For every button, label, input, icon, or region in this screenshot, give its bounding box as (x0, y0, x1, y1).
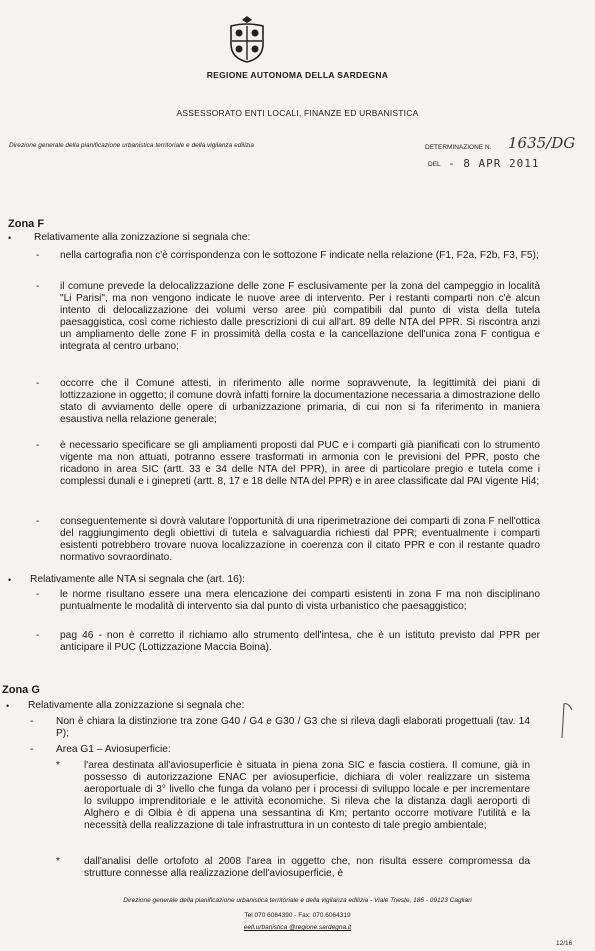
dash-icon: - (36, 281, 40, 292)
list-item: le norme risultano essere una mera elencazione dei comparti esistenti in zona F ma non disciplinano puntualmente le modalità di intervento sia dal punto di vista urbanistico che paesaggistico; (60, 589, 540, 612)
list-item: Area G1 – Aviosuperficie: (56, 744, 171, 755)
dash-icon: - (36, 516, 40, 527)
list-item: è necessario specificare se gli ampliamenti proposti dal PUC e i comparti già pianificati con lo strumento vigente ma non attuati, potranno essere trasformati in armonia con le previsioni del PPR, posto che ricadono in area SIC (artt. 33 e 34 delle NTA del PPR), in aree di particolare pregio e tutela come i complessi dunali e i ginepreti (artt. 8, 17 e 18 delle NTA del PPR) e in aree classificate dal PAI vigente Hi4; (60, 440, 540, 487)
determinazione-label: DETERMINAZIONE N. (425, 144, 492, 151)
list-item: Non è chiara la distinzione tra zone G40 / G4 e G30 / G3 che si rileva dagli elaborati progettuali (tav. 14 P); (56, 716, 530, 739)
margin-pen-mark (556, 700, 576, 740)
zona-g-heading: Zona G (2, 684, 40, 696)
zona-f-nta-intro: Relativamente alle NTA si segnala che (art. 16): (30, 574, 245, 585)
determinazione-number: 1635/DG (508, 134, 576, 152)
footer-phone: Tel 070 6064390 - Fax: 070.6064319 (244, 912, 351, 919)
dash-icon: - (36, 630, 40, 641)
bullet-icon: • (8, 575, 12, 585)
dash-icon: - (30, 744, 34, 755)
list-item: il comune prevede la delocalizzazione delle zone F esclusivamente per la zona del campeggio in località "Li Parisi", ma non vengono indicate le nuove aree di intervento. Per i restanti comparti non c'è alcun intento di delocalizzazione dei volumi verso aree più compatibili dal punto di vista della tutela paesaggistica, così come richiesto dalle prescrizioni di cui all'art. 89 delle NTA del PPR. Si riscontra anzi un ampliamento delle zone F in prossimità della costa e la cancellazione dell'unica zona F contigua e integrata al centro urbano; (60, 281, 540, 352)
bullet-icon: • (6, 701, 10, 711)
list-item: pag 46 - non è corretto il richiamo allo strumento dell'intesa, che è un istituto previsto dal PPR per anticipare il PUC (Lottizzazione Maccia Boina). (60, 630, 540, 653)
list-item: occorre che il Comune attesti, in riferimento alle norme sopravvenute, la legittimità dei piani di lottizzazione in oggetto; il comune dovrà infatti fornire la documentazione necessaria a dimostrazione dello stato di avviamento delle opere di urbanizzazione primaria, di cui non si fa riferimento in maniera esaustiva nella relazione generale; (60, 378, 540, 425)
direzione-label: Direzione generale della pianificazione urbanistica territoriale e della vigilanza edilizia (9, 142, 254, 149)
page-number: 12/16 (556, 940, 573, 947)
zona-g-zonizzazione-intro: Relativamente alla zonizzazione si segnala che: (28, 700, 245, 711)
zona-f-heading: Zona F (8, 218, 45, 230)
dash-icon: - (36, 250, 40, 261)
list-item: conseguentemente si dovrà valutare l'opportunità di una riperimetrazione dei comparti di zona F nell'ottica del raggiungimento degli obiettivi di tutela e salvaguardia richiesti dal PPR; eventualmente i comparti esistenti potrebbero trovare nuova localizzazione in coerenza con il citato PPR e con il restante quadro normativo sovraordinato. (60, 516, 540, 563)
assessorato-title: ASSESSORATO ENTI LOCALI, FINANZE ED URBANISTICA (176, 108, 419, 118)
list-item: dall'analisi delle ortofoto al 2008 l'area in oggetto che, non risulta essere compromessa da strutture connesse alla realizzazione dell'aviosuperficie, è (84, 856, 530, 879)
organization-title: REGIONE AUTONOMA DELLA SARDEGNA (206, 70, 389, 80)
date-stamp: - 8 APR 2011 (448, 157, 540, 170)
date-label: DEL (428, 161, 441, 168)
zona-f-zonizzazione-intro: Relativamente alla zonizzazione si segnala che: (34, 232, 251, 243)
asterisk-icon: * (56, 760, 60, 771)
dash-icon: - (30, 716, 34, 727)
list-item: l'area destinata all'aviosuperficie è situata in piena zona SIC e fascia costiera. Il comune, già in possesso di autorizzazione ENAC per aviosuperficie, dichiara di voler realizzare un sistema aeroportuale di 3° livello che funga da volano per i processi di sviluppo locale e per incrementare lo sviluppo imprenditoriale e le attività economiche. Si rileva che la distanza dagli aeroporti di Alghero e di Olbia è di appena una sessantina di Km; pertanto occorre motivare l'utilità e la necessità della realizzazione di tale infrastruttura in un contesto di tale pregio ambientale; (84, 760, 530, 831)
dash-icon: - (36, 378, 40, 389)
footer-address: Direzione generale della pianificazione urbanistica territoriale e della vigilanza edilizia - Viale Trieste, 186 - 09123 Cagliari (123, 897, 472, 904)
region-emblem-icon (225, 14, 269, 64)
footer-email-link[interactable]: eell.urbanistica @regione.sardegna.it (243, 924, 352, 931)
list-item: nella cartografia non c'è corrispondenza con le sottozone F indicate nella relazione (F1, F2a, F2b, F3, F5); (60, 250, 539, 261)
dash-icon: - (36, 589, 40, 600)
bullet-icon: • (8, 233, 12, 243)
asterisk-icon: * (56, 856, 60, 867)
dash-icon: - (36, 440, 40, 451)
